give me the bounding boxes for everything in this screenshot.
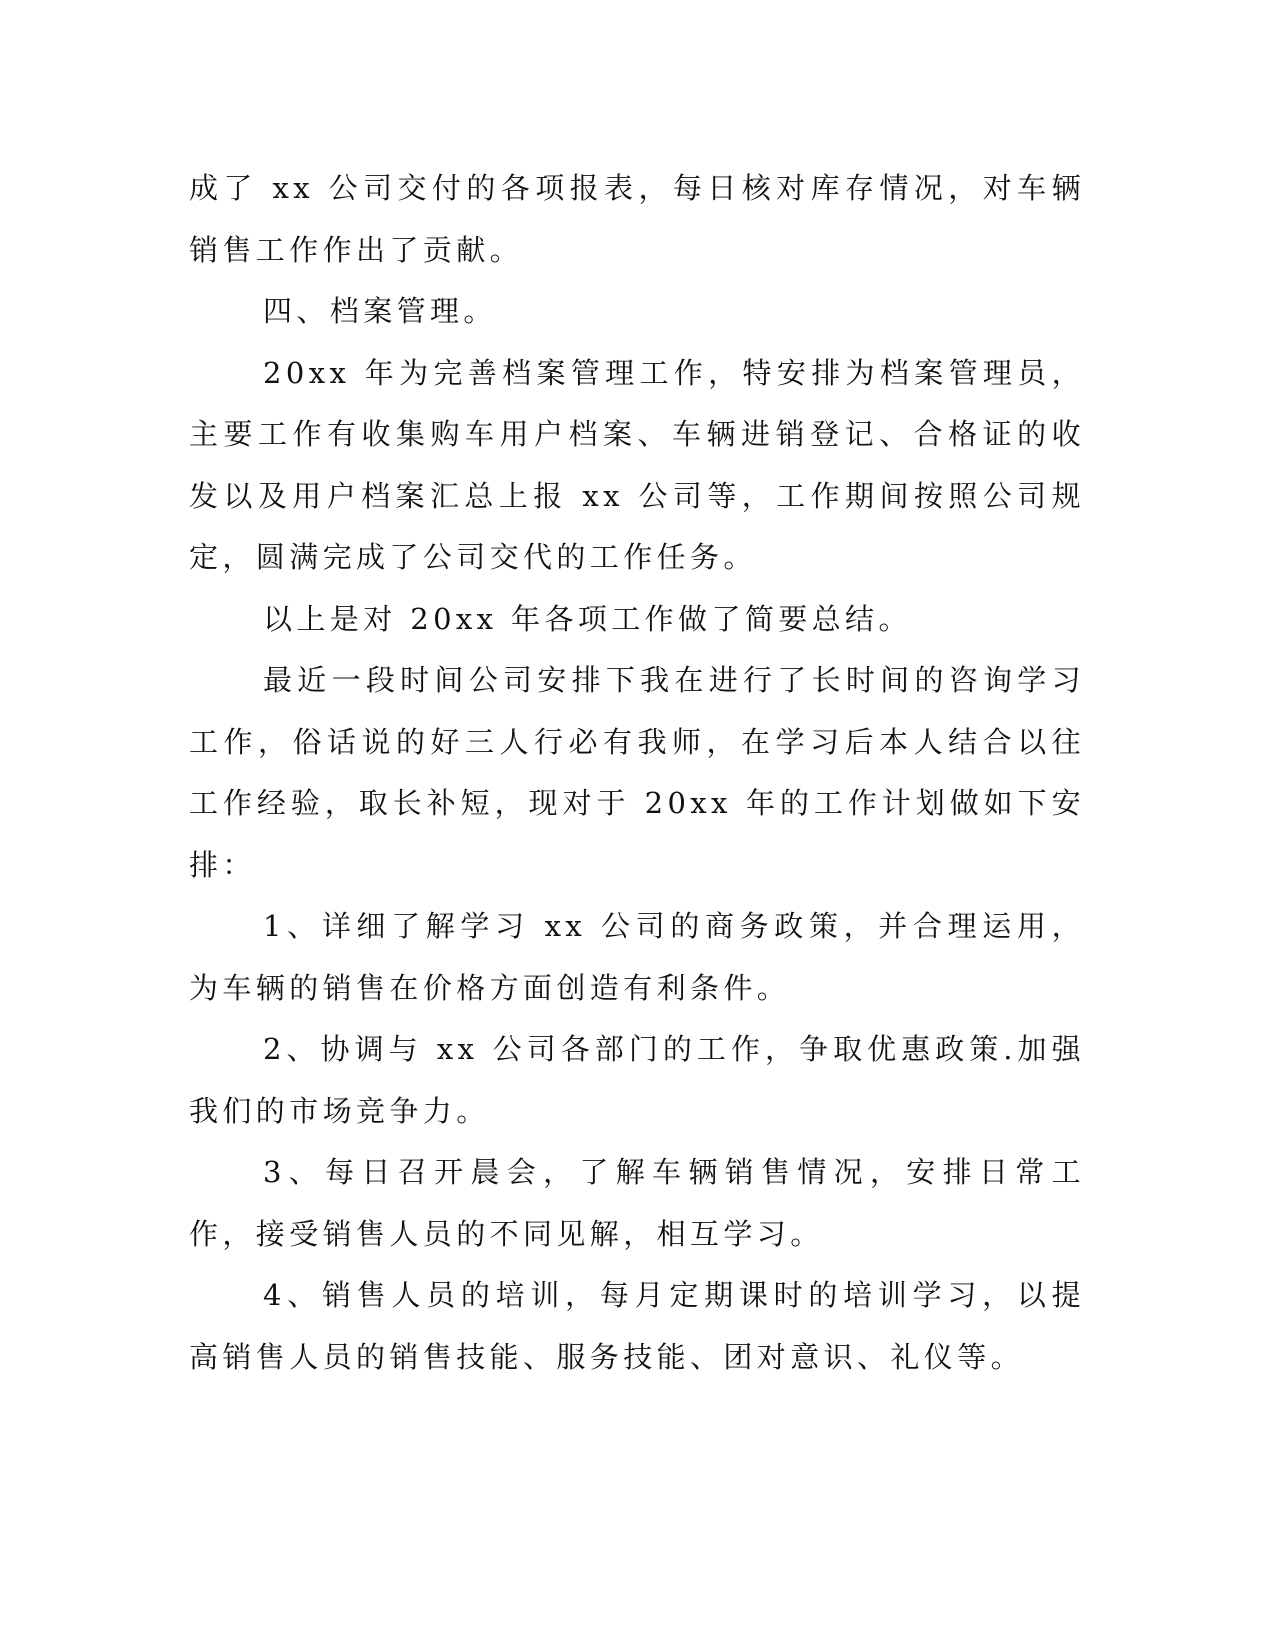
section-heading-archive-management: 四、档案管理。: [263, 294, 497, 328]
plan-item-4: 4、销售人员的培训，每月定期课时的培训学习，以提高销售人员的销售技能、服务技能、团对意识、礼仪等。: [189, 1278, 1085, 1374]
paragraph-summary: 以上是对 20xx 年各项工作做了简要总结。: [263, 601, 912, 636]
paragraph-archive-work: 20xx 年为完善档案管理工作，特安排为档案管理员，主要工作有收集购车用户档案、车辆进销登记、合格证的收发以及用户档案汇总上报 xx 公司等，工作期间按照公司规定，圆满完成了公司交代的工作任务。: [189, 355, 1085, 574]
plan-item-3: 3、每日召开晨会，了解车辆销售情况，安排日常工作，接受销售人员的不同见解，相互学习。: [189, 1155, 1085, 1251]
paragraph-plan-intro: 最近一段时间公司安排下我在进行了长时间的咨询学习工作，俗话说的好三人行必有我师，在学习后本人结合以往工作经验，取长补短，现对于 20xx 年的工作计划做如下安排：: [189, 663, 1085, 882]
paragraph-continuation: 成了 xx 公司交付的各项报表，每日核对库存情况，对车辆销售工作作出了贡献。: [189, 171, 1085, 267]
document-body: [189, 158, 1085, 1388]
plan-item-2: 2、协调与 xx 公司各部门的工作，争取优惠政策.加强我们的市场竞争力。: [189, 1032, 1085, 1128]
plan-item-1: 1、详细了解学习 xx 公司的商务政策，并合理运用，为车辆的销售在价格方面创造有利条件。: [189, 909, 1085, 1005]
